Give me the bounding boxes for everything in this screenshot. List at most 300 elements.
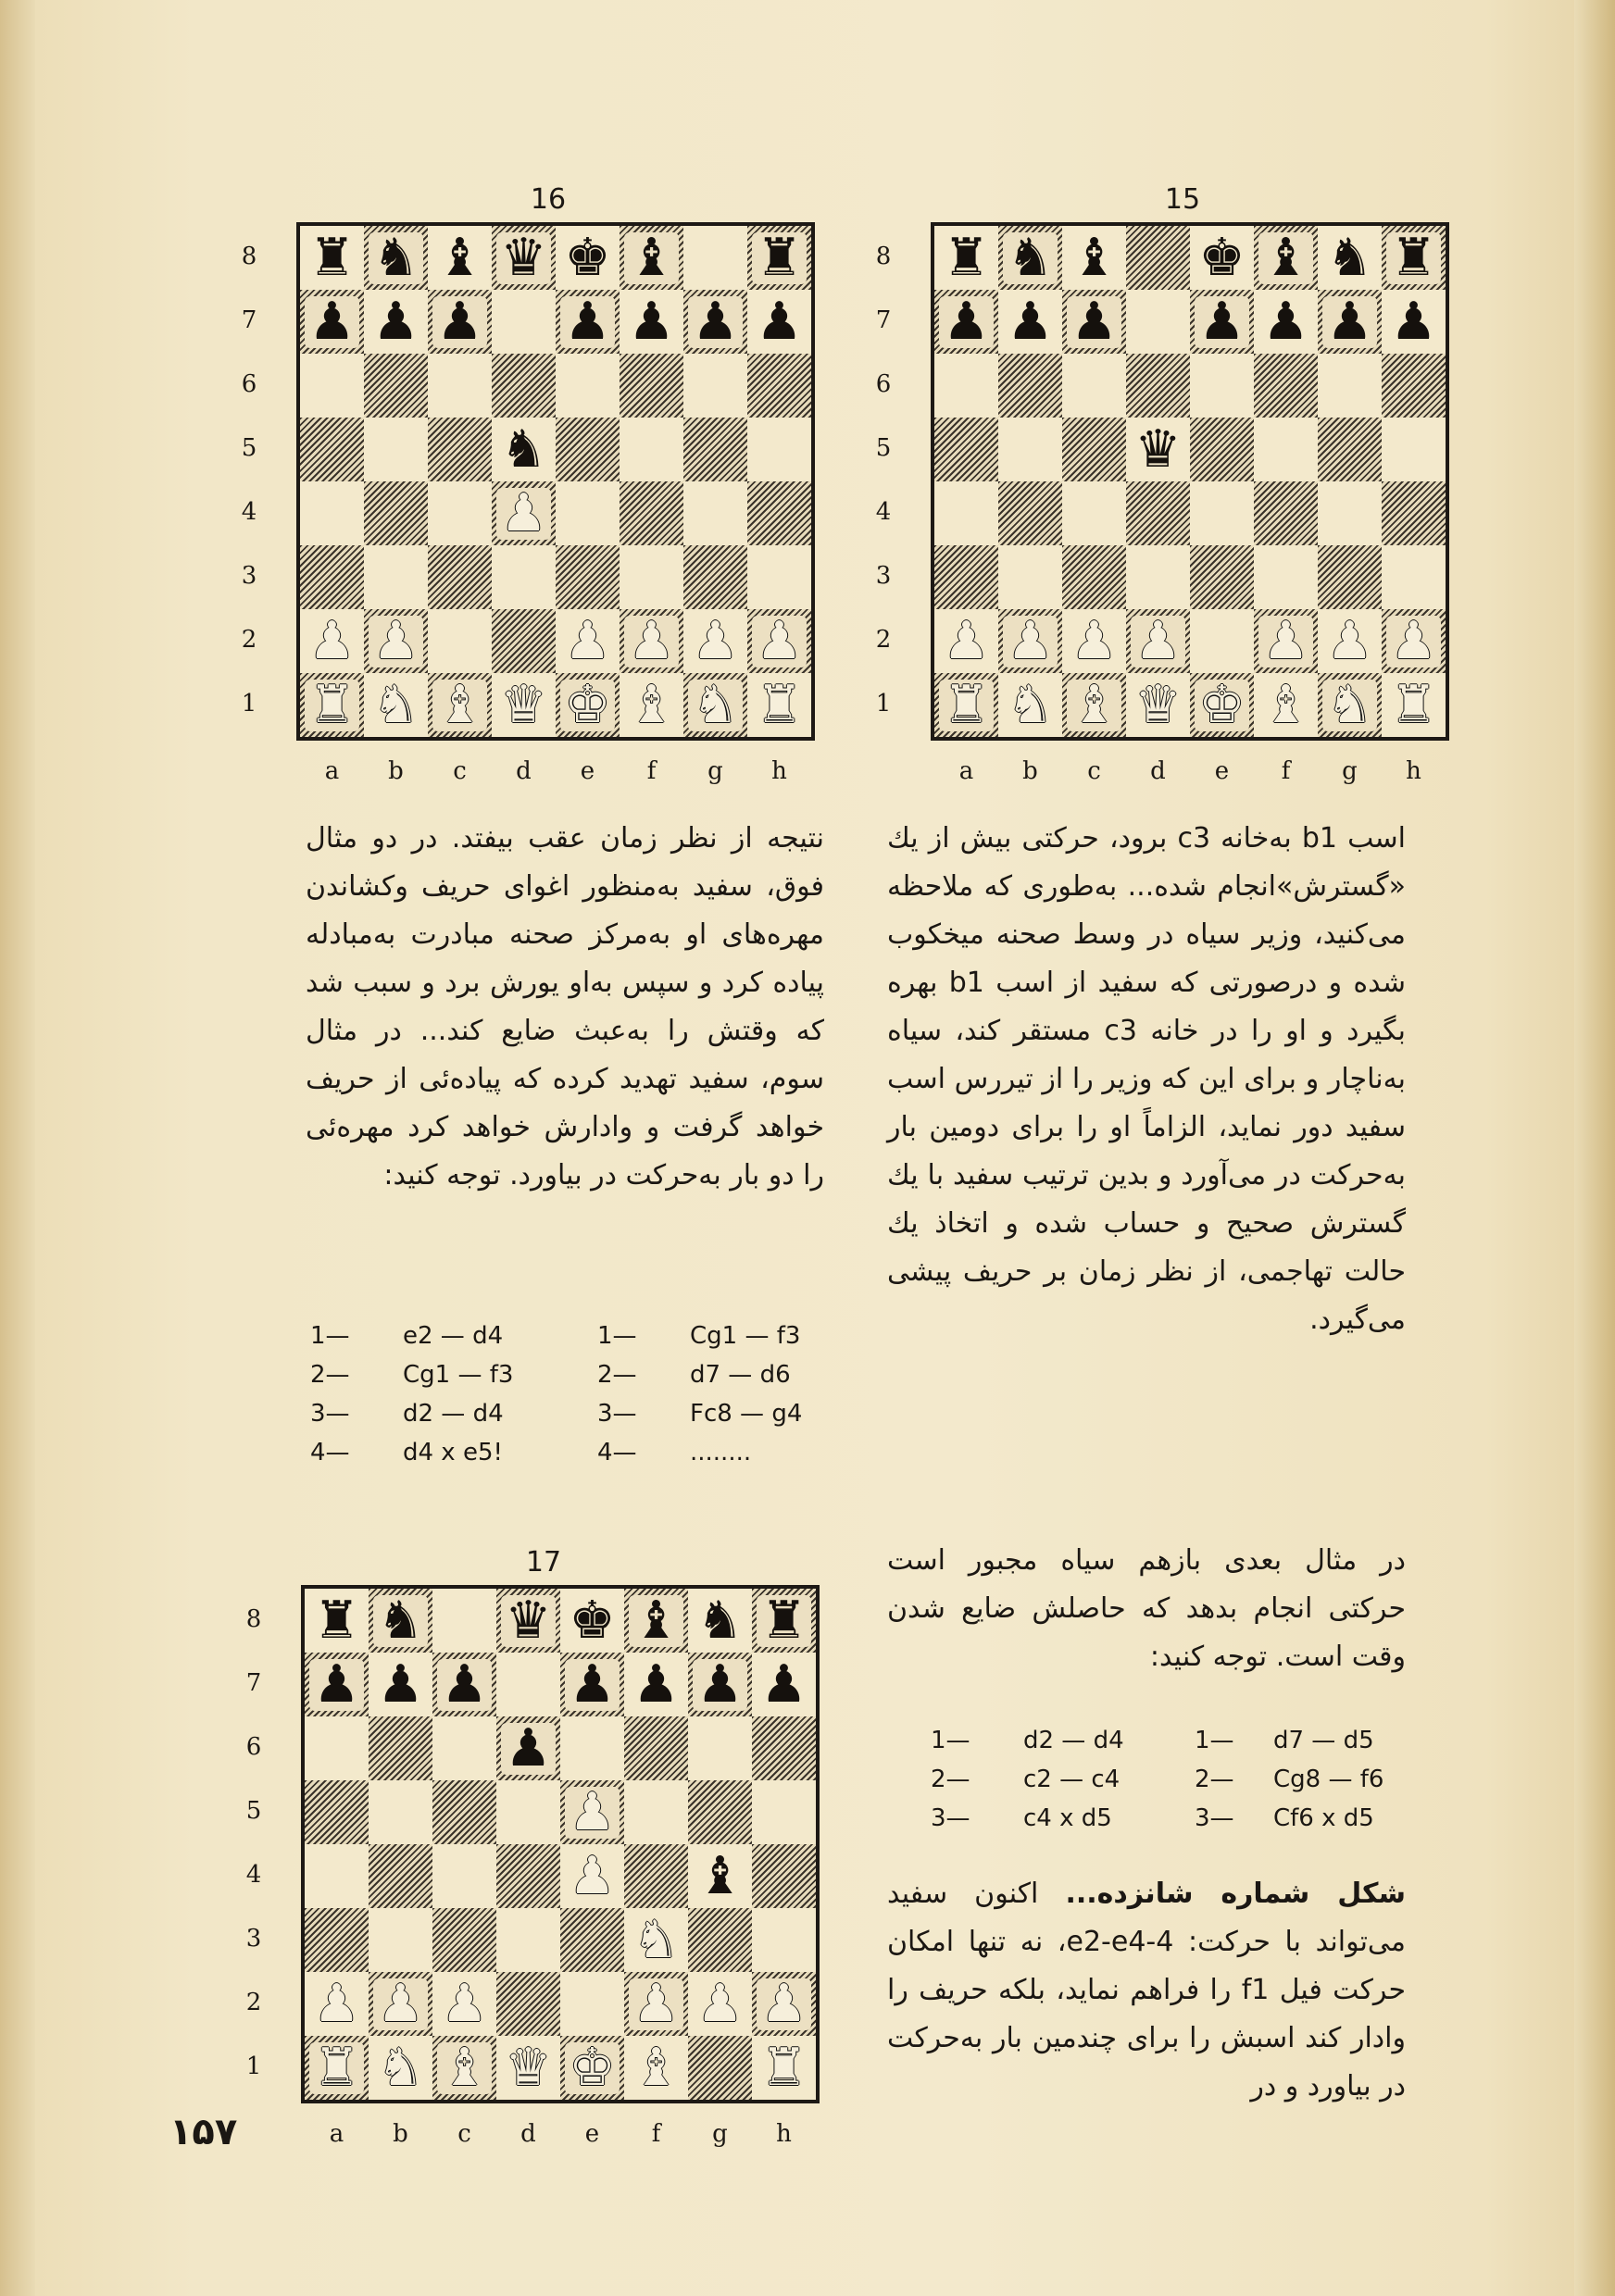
diagram-number: 16: [530, 183, 567, 216]
black-bishop-icon: ♝: [436, 227, 483, 288]
square-f7: [1254, 290, 1318, 354]
square-e7: [1190, 290, 1254, 354]
square-f3: [624, 1908, 688, 1972]
square-g8: [683, 226, 747, 290]
move-number: 3—: [1195, 1804, 1234, 1832]
rank-label: 7: [245, 1669, 262, 1697]
square-h8: [1382, 226, 1446, 290]
square-e5: [1190, 418, 1254, 481]
square-h3: [1382, 545, 1446, 609]
square-f5: [624, 1780, 688, 1844]
square-d8: [1126, 226, 1190, 290]
square-b6: [369, 1716, 432, 1780]
square-e1: [560, 2036, 624, 2100]
square-d2: [492, 609, 556, 673]
square-e5: [560, 1780, 624, 1844]
square-a7: [300, 290, 364, 354]
black-knight-icon: ♞: [1326, 227, 1373, 288]
move-row: [310, 1361, 829, 1400]
square-c3: [432, 1908, 496, 1972]
square-b6: [998, 354, 1062, 418]
black-rook-icon: ♜: [757, 1595, 810, 1647]
black-queen-icon: ♛: [496, 232, 550, 284]
black-pawn-icon: ♟: [632, 1653, 680, 1715]
square-a3: [300, 545, 364, 609]
square-c2: [1062, 609, 1126, 673]
black-pawn-icon: ♟: [305, 296, 358, 348]
square-h5: [1382, 418, 1446, 481]
rank-label: 6: [245, 1733, 262, 1761]
file-label: c: [453, 757, 467, 785]
white-move: d2 — d4: [403, 1400, 504, 1428]
white-move: d2 — d4: [1023, 1727, 1124, 1754]
black-rook-icon: ♜: [943, 227, 990, 288]
file-label: e: [580, 757, 595, 785]
white-pawn-icon: ♟: [1003, 616, 1057, 668]
square-g1: [688, 2036, 752, 2100]
white-pawn-icon: ♟: [692, 610, 739, 671]
square-c5: [1062, 418, 1126, 481]
square-a6: [300, 354, 364, 418]
square-a4: [300, 481, 364, 545]
file-label: a: [324, 757, 340, 785]
square-h6: [747, 354, 811, 418]
file-label: f: [651, 2120, 661, 2148]
square-g3: [1318, 545, 1382, 609]
white-pawn-icon: ♟: [373, 1978, 427, 2030]
chess-board: [296, 222, 815, 741]
black-pawn-icon: ♟: [693, 1659, 746, 1711]
square-b4: [369, 1844, 432, 1908]
black-pawn-icon: ♟: [1322, 296, 1376, 348]
white-pawn-icon: ♟: [943, 610, 990, 671]
square-g4: [688, 1844, 752, 1908]
square-f5: [620, 418, 683, 481]
chess-board: [931, 222, 1449, 741]
move-number: 3—: [310, 1400, 350, 1428]
rank-label: 6: [875, 370, 892, 398]
square-e6: [560, 1716, 624, 1780]
square-g1: [683, 673, 747, 737]
square-c2: [428, 609, 492, 673]
paragraph-text: اکنون سفید می‌تواند با حرکت: 4-e2-e4، نه تنها امکان حرکت فیل f1 را فراهم نماید، بلکه حریف را وادار کند اسبش را برای چندمین بار به‌حرکت در بیاورد و در: [887, 1878, 1406, 2103]
black-pawn-icon: ♟: [560, 296, 614, 348]
square-e6: [1190, 354, 1254, 418]
square-c8: [1062, 226, 1126, 290]
black-bishop-icon: ♝: [1258, 232, 1312, 284]
square-f3: [620, 545, 683, 609]
square-g3: [683, 545, 747, 609]
square-d3: [1126, 545, 1190, 609]
white-knight-icon: ♞: [688, 680, 742, 731]
square-d6: [1126, 354, 1190, 418]
square-f6: [620, 354, 683, 418]
white-bishop-icon: ♝: [628, 674, 675, 735]
square-c7: [1062, 290, 1126, 354]
square-f5: [1254, 418, 1318, 481]
square-e8: [560, 1589, 624, 1653]
square-g4: [1318, 481, 1382, 545]
square-a6: [305, 1716, 369, 1780]
rank-label: 2: [245, 1989, 262, 2016]
black-pawn-icon: ♟: [1195, 296, 1248, 348]
white-pawn-icon: ♟: [757, 1978, 810, 2030]
white-pawn-icon: ♟: [308, 610, 356, 671]
diagram-number: 15: [1164, 183, 1201, 216]
black-pawn-icon: ♟: [756, 291, 803, 352]
white-rook-icon: ♜: [939, 680, 993, 731]
square-b7: [369, 1653, 432, 1716]
black-bishop-icon: ♝: [696, 1845, 744, 1906]
white-pawn-icon: ♟: [696, 1973, 744, 2034]
white-king-icon: ♚: [1195, 680, 1248, 731]
black-pawn-icon: ♟: [1262, 291, 1309, 352]
square-f7: [624, 1653, 688, 1716]
square-d7: [1126, 290, 1190, 354]
square-g5: [688, 1780, 752, 1844]
square-f8: [620, 226, 683, 290]
square-g1: [1318, 673, 1382, 737]
square-c4: [432, 1844, 496, 1908]
square-b6: [364, 354, 428, 418]
rank-label: 3: [241, 562, 257, 590]
square-c5: [432, 1780, 496, 1844]
square-b8: [369, 1589, 432, 1653]
white-pawn-icon: ♟: [1131, 616, 1184, 668]
move-number: 2—: [310, 1361, 350, 1389]
square-e1: [1190, 673, 1254, 737]
square-f8: [624, 1589, 688, 1653]
square-d3: [492, 545, 556, 609]
black-queen-icon: ♛: [1134, 418, 1182, 480]
square-c2: [432, 1972, 496, 2036]
square-h2: [752, 1972, 816, 2036]
white-queen-icon: ♛: [1134, 674, 1182, 735]
black-pawn-icon: ♟: [501, 1723, 555, 1775]
black-rook-icon: ♜: [313, 1590, 360, 1651]
black-king-icon: ♚: [569, 1590, 616, 1651]
square-c3: [1062, 545, 1126, 609]
white-pawn-icon: ♟: [1386, 616, 1440, 668]
square-e6: [556, 354, 620, 418]
square-e8: [1190, 226, 1254, 290]
black-pawn-icon: ♟: [1007, 291, 1054, 352]
square-d8: [496, 1589, 560, 1653]
black-move: ........: [690, 1439, 752, 1466]
file-label: g: [1342, 757, 1358, 785]
file-label: c: [457, 2120, 471, 2148]
square-c1: [432, 2036, 496, 2100]
square-h6: [1382, 354, 1446, 418]
white-pawn-icon: ♟: [564, 610, 611, 671]
white-move: d4 x e5!: [403, 1439, 503, 1466]
square-b7: [364, 290, 428, 354]
square-a3: [934, 545, 998, 609]
file-label: d: [520, 2120, 536, 2148]
black-pawn-icon: ♟: [565, 1659, 619, 1711]
square-b5: [369, 1780, 432, 1844]
black-pawn-icon: ♟: [628, 291, 675, 352]
square-b4: [998, 481, 1062, 545]
square-a1: [300, 673, 364, 737]
square-a8: [934, 226, 998, 290]
square-g6: [1318, 354, 1382, 418]
square-f4: [624, 1844, 688, 1908]
square-f4: [620, 481, 683, 545]
square-g7: [688, 1653, 752, 1716]
square-g6: [688, 1716, 752, 1780]
square-d5: [492, 418, 556, 481]
white-knight-icon: ♞: [1322, 680, 1376, 731]
white-knight-icon: ♞: [372, 674, 419, 735]
square-a1: [305, 2036, 369, 2100]
square-d8: [492, 226, 556, 290]
move-number: 1—: [597, 1322, 637, 1350]
black-pawn-icon: ♟: [377, 1653, 424, 1715]
white-bishop-icon: ♝: [1262, 674, 1309, 735]
move-list-right: [931, 1727, 1412, 1843]
square-d1: [496, 2036, 560, 2100]
black-rook-icon: ♜: [752, 232, 806, 284]
rank-label: 2: [875, 626, 892, 654]
square-b5: [364, 418, 428, 481]
black-rook-icon: ♜: [308, 227, 356, 288]
square-h7: [752, 1653, 816, 1716]
black-pawn-icon: ♟: [309, 1659, 363, 1711]
square-e4: [560, 1844, 624, 1908]
square-b1: [998, 673, 1062, 737]
white-king-icon: ♚: [560, 680, 614, 731]
square-c6: [1062, 354, 1126, 418]
white-move: c4 x d5: [1023, 1804, 1112, 1832]
rank-label: 1: [245, 2053, 262, 2080]
page-number: ۱۵۷: [169, 2111, 238, 2153]
white-rook-icon: ♜: [1390, 674, 1437, 735]
square-g5: [683, 418, 747, 481]
move-list-left: [310, 1322, 829, 1478]
white-king-icon: ♚: [565, 2042, 619, 2094]
white-rook-icon: ♜: [309, 2042, 363, 2094]
white-knight-icon: ♞: [377, 2037, 424, 2098]
square-h2: [747, 609, 811, 673]
square-c5: [428, 418, 492, 481]
square-f6: [1254, 354, 1318, 418]
square-e3: [556, 545, 620, 609]
move-number: 1—: [931, 1727, 970, 1754]
square-c6: [432, 1716, 496, 1780]
right-column-paragraph-2: در مثال بعدی بازهم سیاه مجبور است حرکتی انجام بدهد که حاصلش ضایع شدن وقت است. توجه کنید:: [887, 1544, 1406, 1673]
black-move: Cg1 — f3: [690, 1322, 801, 1350]
square-c7: [428, 290, 492, 354]
rank-label: 2: [241, 626, 257, 654]
rank-label: 7: [241, 306, 257, 334]
black-king-icon: ♚: [1198, 227, 1246, 288]
move-number: 2—: [597, 1361, 637, 1389]
square-f2: [620, 609, 683, 673]
square-e2: [560, 1972, 624, 2036]
square-h1: [747, 673, 811, 737]
square-h3: [747, 545, 811, 609]
square-g2: [1318, 609, 1382, 673]
square-a2: [300, 609, 364, 673]
white-pawn-icon: ♟: [496, 488, 550, 540]
black-queen-icon: ♛: [501, 1595, 555, 1647]
white-rook-icon: ♜: [756, 674, 803, 735]
rank-label: 3: [875, 562, 892, 590]
square-a4: [305, 1844, 369, 1908]
file-label: a: [958, 757, 974, 785]
move-number: 3—: [931, 1804, 970, 1832]
square-f1: [624, 2036, 688, 2100]
white-bishop-icon: ♝: [432, 680, 486, 731]
square-e1: [556, 673, 620, 737]
square-a8: [305, 1589, 369, 1653]
white-pawn-icon: ♟: [752, 616, 806, 668]
black-pawn-icon: ♟: [688, 296, 742, 348]
square-c8: [432, 1589, 496, 1653]
square-b8: [998, 226, 1062, 290]
square-g7: [1318, 290, 1382, 354]
rank-label: 5: [241, 434, 257, 462]
square-h8: [752, 1589, 816, 1653]
square-g5: [1318, 418, 1382, 481]
square-g2: [683, 609, 747, 673]
black-knight-icon: ♞: [500, 418, 547, 480]
figure-reference: شکل شماره شانزده...: [1065, 1878, 1407, 1910]
square-e3: [1190, 545, 1254, 609]
square-b5: [998, 418, 1062, 481]
square-g7: [683, 290, 747, 354]
square-h4: [752, 1844, 816, 1908]
black-pawn-icon: ♟: [372, 291, 419, 352]
square-c8: [428, 226, 492, 290]
square-a5: [934, 418, 998, 481]
white-queen-icon: ♛: [500, 674, 547, 735]
square-f2: [1254, 609, 1318, 673]
square-d6: [492, 354, 556, 418]
rank-label: 4: [245, 1861, 262, 1889]
rank-label: 8: [241, 243, 257, 270]
square-f7: [620, 290, 683, 354]
square-e7: [556, 290, 620, 354]
rank-label: 7: [875, 306, 892, 334]
chess-board: [301, 1585, 820, 2103]
square-c4: [428, 481, 492, 545]
square-c6: [428, 354, 492, 418]
square-c3: [428, 545, 492, 609]
black-bishop-icon: ♝: [624, 232, 678, 284]
square-a7: [305, 1653, 369, 1716]
square-a5: [305, 1780, 369, 1844]
black-knight-icon: ♞: [369, 232, 422, 284]
square-h5: [752, 1780, 816, 1844]
white-pawn-icon: ♟: [1258, 616, 1312, 668]
file-label: f: [646, 757, 657, 785]
move-number: 1—: [310, 1322, 350, 1350]
square-d5: [1126, 418, 1190, 481]
white-pawn-icon: ♟: [1070, 610, 1118, 671]
page-right-edge: [1574, 0, 1615, 2296]
file-label: c: [1087, 757, 1101, 785]
square-c4: [1062, 481, 1126, 545]
rank-label: 4: [875, 498, 892, 526]
white-pawn-icon: ♟: [1326, 610, 1373, 671]
square-h4: [1382, 481, 1446, 545]
square-d4: [492, 481, 556, 545]
square-h4: [747, 481, 811, 545]
square-e7: [560, 1653, 624, 1716]
square-f6: [624, 1716, 688, 1780]
file-label: e: [584, 2120, 600, 2148]
black-pawn-icon: ♟: [432, 296, 486, 348]
black-move: Fc8 — g4: [690, 1400, 803, 1428]
square-c1: [1062, 673, 1126, 737]
square-d4: [496, 1844, 560, 1908]
file-label: h: [771, 757, 787, 785]
file-label: g: [712, 2120, 728, 2148]
black-pawn-icon: ♟: [939, 296, 993, 348]
white-pawn-icon: ♟: [624, 616, 678, 668]
move-row: [310, 1400, 829, 1439]
square-d1: [1126, 673, 1190, 737]
rank-label: 3: [245, 1925, 262, 1953]
square-b8: [364, 226, 428, 290]
square-d4: [1126, 481, 1190, 545]
square-f3: [1254, 545, 1318, 609]
right-column-paragraph-1: اسب b1 به‌خانه c3 برود، حرکتی بیش از یك «گسترش»انجام شده... به‌طوری که ملاحظه می‌کنید، وزیر سیاه در وسط صحنه میخکوب شده و درصورتی که سفید از اسب b1 بهره بگیرد و او را در خانه c3 مستقر کند، سیاه به‌ناچار و برای این که وزیر را از تیررس اسب سفید دور نماید، الزاماً او را برای دومین بار به‌حرکت در می‌آورد و بدین ترتیب سفید با یك گسترش صحیح و حساب شده و اتخاذ یك حالت تهاجمی، از نظر زمان بر حریف پیشی می‌گیرد.: [887, 822, 1407, 1336]
move-row: [931, 1727, 1412, 1766]
white-pawn-icon: ♟: [565, 1787, 619, 1839]
white-pawn-icon: ♟: [569, 1845, 616, 1906]
white-pawn-icon: ♟: [369, 616, 422, 668]
square-d1: [492, 673, 556, 737]
black-knight-icon: ♞: [1003, 232, 1057, 284]
file-label: h: [1406, 757, 1421, 785]
file-label: g: [707, 757, 723, 785]
square-d5: [496, 1780, 560, 1844]
file-label: b: [388, 757, 404, 785]
white-pawn-icon: ♟: [629, 1978, 682, 2030]
file-label: a: [329, 2120, 344, 2148]
square-h1: [752, 2036, 816, 2100]
square-f1: [1254, 673, 1318, 737]
file-label: d: [1150, 757, 1166, 785]
diagram-number: 17: [525, 1546, 562, 1578]
white-rook-icon: ♜: [760, 2037, 808, 2098]
move-row: [310, 1439, 829, 1478]
square-h3: [752, 1908, 816, 1972]
square-h7: [1382, 290, 1446, 354]
file-label: h: [776, 2120, 792, 2148]
square-b1: [364, 673, 428, 737]
square-h5: [747, 418, 811, 481]
file-label: d: [516, 757, 532, 785]
white-move: Cg1 — f3: [403, 1361, 514, 1389]
square-e2: [556, 609, 620, 673]
page-left-edge: [0, 0, 35, 2296]
black-knight-icon: ♞: [373, 1595, 427, 1647]
square-h7: [747, 290, 811, 354]
square-e2: [1190, 609, 1254, 673]
square-b3: [364, 545, 428, 609]
left-column-paragraph-1: نتیجه از نظر زمان عقب بیفتد. در دو مثال فوق، سفید به‌منظور اغوای حریف وکشاندن مهره‌های او به‌مرکز صحنه مبادرت به‌مبادله پیاده کرد و سپس به‌او یورش برد و سبب شد که وقتش را به‌عبث ضایع کند... در مثال سوم، سفید تهدید کرده که پیاده‌ئی از حریف خواهد گرفت و وادارش خواهد کرد مهره‌ئی را دو بار به‌حرکت در بیاورد. توجه کنید:: [306, 822, 824, 1192]
rank-label: 8: [245, 1605, 262, 1633]
black-move: Cf6 x d5: [1273, 1804, 1374, 1832]
square-g6: [683, 354, 747, 418]
white-knight-icon: ♞: [632, 1909, 680, 1970]
white-pawn-icon: ♟: [441, 1973, 488, 2034]
move-number: 2—: [1195, 1766, 1234, 1793]
